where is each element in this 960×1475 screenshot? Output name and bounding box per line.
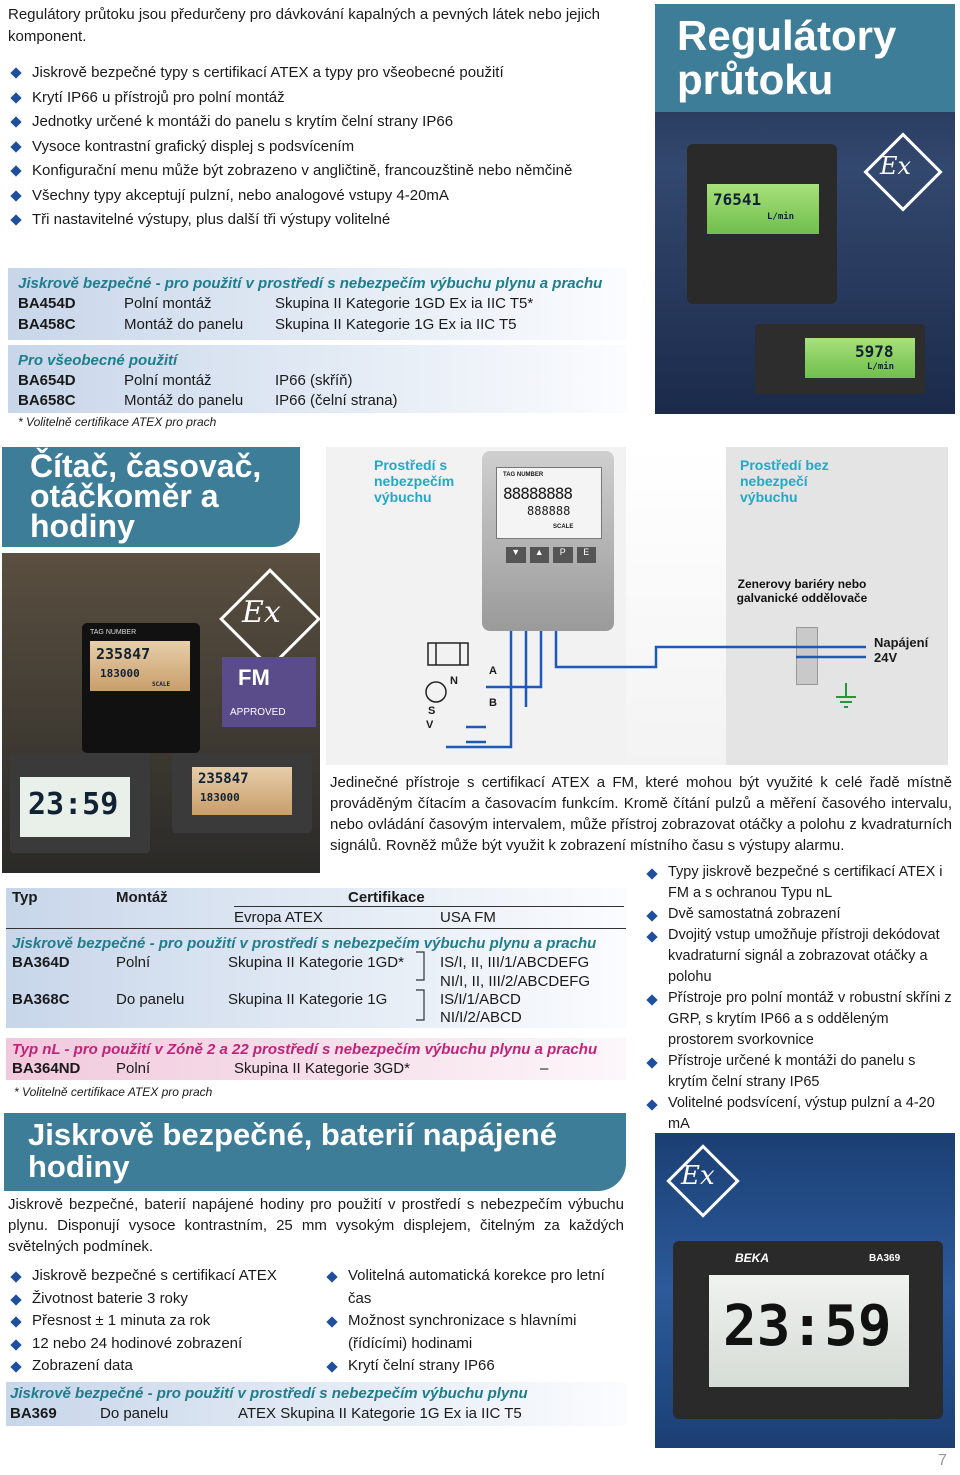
field-counter-body: [82, 623, 200, 753]
counter-bullet-list: [644, 862, 956, 1135]
list-item: Jiskrově bezpečné s certifikací ATEX: [8, 1265, 308, 1288]
up-key[interactable]: ▲: [530, 547, 550, 563]
clock-title-banner: [4, 1113, 626, 1191]
certification: Skupina II Kategorie 1G Ex ia IIC T5: [275, 316, 517, 333]
panel-meter-body: [755, 324, 925, 394]
clock-is-heading: Jiskrově bezpečné - pro použití v prostředí s nebezpečím výbuchu plynu: [10, 1385, 528, 1402]
counter-photo: [2, 553, 320, 873]
mount-type: Polní: [116, 1060, 151, 1077]
usa-cert: IS/I, II, III/1/ABCDEFG: [440, 954, 590, 971]
wire: [466, 727, 486, 742]
tag-label: TAG NUMBER: [503, 472, 544, 478]
mount-type: Polní montáž: [124, 372, 212, 389]
lcd-value: 76541: [713, 190, 762, 209]
list-item: Zobrazení data: [8, 1355, 308, 1378]
clock-device-body: [673, 1241, 943, 1419]
down-key[interactable]: ▼: [506, 547, 526, 563]
sensor-label-s: S: [428, 705, 436, 717]
bracket-icon: [416, 950, 428, 1026]
list-item: Typy jiskrově bezpečné s certifikací ATEX i FM a s ochranou Typu nL: [644, 862, 956, 904]
e-key[interactable]: E: [577, 547, 597, 563]
certification: IP66 (skříň): [275, 372, 353, 389]
input-label-b: B: [489, 697, 497, 709]
counter-lcd: [192, 767, 292, 815]
counter-lcd: [90, 641, 190, 691]
list-item: Přístroje určené k montáži do panelu s krytím čelní strany IP65: [644, 1051, 956, 1093]
lcd-unit: L/min: [867, 362, 895, 372]
panel-clock-body: [10, 753, 150, 853]
flow-meter-photo: [655, 4, 955, 414]
fm-logo: [222, 657, 316, 727]
page-number: 7: [938, 1452, 947, 1469]
flowmeter-icon: [428, 643, 468, 665]
ground-icon: [836, 683, 856, 707]
type-code: BA458C: [18, 316, 76, 333]
counter-table: [6, 888, 626, 1028]
usa-cert: –: [540, 1060, 549, 1077]
p-key[interactable]: P: [553, 547, 573, 563]
flow-lcd: [805, 338, 915, 378]
clock-bullet-list-right: [324, 1265, 614, 1378]
list-item: Vysoce kontrastní grafický displej s podsvícením: [8, 135, 588, 160]
lcd-value: 23:59: [28, 787, 119, 822]
counter-title: Čítač, časovač, otáčkoměr a hodiny: [30, 448, 262, 544]
lcd-value: 235847: [198, 771, 249, 787]
list-item: 12 nebo 24 hodinové zobrazení: [8, 1333, 308, 1356]
europe-cert: Skupina II Kategorie 1GD*: [228, 954, 404, 971]
list-item: Dvě samostatná zobrazení: [644, 904, 956, 925]
lcd-value: 183000: [100, 667, 140, 680]
tag-label: TAG NUMBER: [90, 629, 137, 636]
mount-type: Polní: [116, 954, 151, 971]
usa-cert: IS/I/1/ABCD: [440, 991, 521, 1008]
model-label: BA369: [869, 1253, 901, 1264]
certification: Skupina II Kategorie 1GD Ex ia IIC T5*: [275, 295, 534, 312]
sensor-label-n: N: [450, 675, 458, 687]
list-item: Životnost baterie 3 roky: [8, 1288, 308, 1311]
list-item: Přístroje pro polní montáž v robustní skříni z GRP, s krytím IP66 a s odděleným prostorem svorkovnice: [644, 988, 956, 1051]
counter-title-banner: [2, 447, 300, 547]
flow-general-heading: Pro všeobecné použití: [18, 352, 178, 369]
counter-description: Jedinečné přístroje s certifikací ATEX a FM, které mohou být využité k celé řadě místně prováděným čítacím a časovacím funkcím. Kromě čítání pulzů a měření časového intervalu, nebo ovládání časovým intervalem, může přístroj zobrazovat otáčky a polohu z kvadraturních signálů. Rovněž může být využit k zobrazení místního času s výstupy alarmu.: [330, 774, 952, 854]
clock-lcd: [20, 777, 130, 837]
col-header-europe: Evropa ATEX: [234, 909, 323, 926]
ex-icon-label: Ex: [681, 1161, 715, 1191]
list-item: Krytí IP66 u přístrojů pro polní montáž: [8, 86, 588, 111]
flow-footnote: * Volitelně certifikace ATEX pro prach: [18, 415, 217, 429]
europe-cert: Skupina II Kategorie 1G: [228, 991, 388, 1008]
mount-type: Montáž do panelu: [124, 392, 244, 409]
lcd-value: 183000: [200, 791, 240, 804]
scale-label: SCALE: [152, 681, 171, 688]
flow-is-table: [8, 268, 626, 340]
connection-diagram: [326, 447, 948, 765]
flow-lcd: [707, 184, 819, 234]
clock-bullet-list-left: [8, 1265, 308, 1378]
nl-heading: Typ nL - pro použití v Zóně 2 a 22 prostředí s nebezpečím výbuchu plynu a prachu: [12, 1041, 598, 1058]
barrier-label: Zenerovy bariéry nebo galvanické oddělovače: [736, 577, 868, 605]
flow-bullet-list: [8, 61, 588, 233]
proximity-sensor-icon: [426, 682, 446, 702]
lcd-unit: L/min: [767, 212, 795, 222]
lcd-value: 5978: [855, 342, 894, 361]
fm-logo-text: FM: [238, 665, 270, 690]
col-header-cert: Certifikace: [348, 889, 425, 906]
mount-type: Do panelu: [116, 991, 185, 1008]
flow-title: Regulátory průtoku: [677, 12, 897, 103]
clock-table: [6, 1382, 626, 1426]
type-code: BA364ND: [12, 1060, 81, 1077]
list-item: Konfigurační menu může být zobrazeno v angličtině, francouzštině nebo němčině: [8, 159, 588, 184]
wire: [486, 631, 866, 707]
list-item: Možnost synchronizace s hlavními (řídícími) hodinami: [324, 1310, 614, 1355]
ex-icon-label: Ex: [880, 152, 912, 180]
type-code: BA454D: [18, 295, 76, 312]
type-code: BA658C: [18, 392, 76, 409]
list-item: Jednotky určené k montáži do panelu s krytím čelní strany IP66: [8, 110, 588, 135]
flow-general-table: [8, 345, 626, 413]
list-item: Všechny typy akceptují pulzní, nebo analogové vstupy 4-20mA: [8, 184, 588, 209]
type-code: BA368C: [12, 991, 70, 1008]
usa-cert: NI/I, II, III/2/ABCDEFG: [440, 973, 591, 990]
col-header-mount: Montáž: [116, 889, 168, 906]
panel-counter-body: [172, 753, 312, 833]
supply-label: Napájení 24V: [874, 635, 929, 665]
hazard-zone-label: Prostředí s nebezpečím výbuchu: [374, 457, 455, 505]
display-digits-scale: 888888: [527, 504, 571, 518]
field-meter-body: [687, 144, 837, 304]
lcd-value: 235847: [96, 645, 151, 663]
list-item: Tři nastavitelné výstupy, plus další tři výstupy volitelné: [8, 208, 588, 233]
ex-icon-label: Ex: [242, 595, 281, 630]
type-code: BA369: [10, 1405, 57, 1422]
certification: ATEX Skupina II Kategorie 1G Ex ia IIC T5: [238, 1405, 522, 1422]
list-item: Volitelná automatická korekce pro letní čas: [324, 1265, 614, 1310]
header-divider: [6, 928, 626, 929]
list-item: Krytí čelní strany IP66: [324, 1355, 614, 1378]
input-label-a: A: [489, 665, 497, 677]
type-code: BA654D: [18, 372, 76, 389]
list-item: Volitelné podsvícení, výstup pulzní a 4-20 mA: [644, 1093, 956, 1135]
fm-approved-text: APPROVED: [230, 707, 286, 718]
mount-type: Montáž do panelu: [124, 316, 244, 333]
list-item: Přesnost ± 1 minuta za rok: [8, 1310, 308, 1333]
safe-zone-label: Prostředí bez nebezpečí výbuchu: [740, 457, 829, 505]
counter-footnote: * Volitelně certifikace ATEX pro prach: [14, 1085, 213, 1099]
list-item: Jiskrově bezpečné typy s certifikací ATEX a typy pro všeobecné použití: [8, 61, 588, 86]
type-code: BA364D: [12, 954, 70, 971]
lcd-time: 23:59: [723, 1294, 892, 1359]
europe-cert: Skupina II Kategorie 3GD*: [234, 1060, 410, 1077]
col-header-type: Typ: [12, 889, 38, 906]
certification: IP66 (čelní strana): [275, 392, 398, 409]
flow-title-banner: [655, 4, 955, 112]
scale-label: SCALE: [553, 524, 574, 530]
display-digits-main: 88888888: [503, 484, 573, 503]
clock-lcd: [709, 1275, 909, 1387]
mount-type: Do panelu: [100, 1405, 169, 1422]
counter-is-heading: Jiskrově bezpečné - pro použití v prostředí s nebezpečím výbuchu plynu a prachu: [12, 935, 597, 952]
flow-is-heading: Jiskrově bezpečné - pro použití v prostředí s nebezpečím výbuchu plynu a prachu: [18, 275, 603, 292]
clock-description: Jiskrově bezpečné, baterií napájené hodiny pro použití v prostředí s nebezpečím výbuchu plynu. Disponují vysoce kontrastním, 25 mm vysokým displejem, čitelným za každých světelných podmínek.: [8, 1196, 624, 1255]
clock-title: Jiskrově bezpečné, baterií napájené hodiny: [28, 1117, 557, 1184]
counter-nl-table: [6, 1038, 626, 1080]
cert-divider: [234, 906, 624, 907]
list-item: Dvojitý vstup umožňuje přístroji dekódovat kvadraturní signál a zobrazovat otáčky a polohu: [644, 925, 956, 988]
intro-text: Regulátory průtoku jsou předurčeny pro dávkování kapalných a pevných látek nebo jejich komponent.: [8, 6, 601, 45]
brand-label: BEKA: [735, 1251, 770, 1265]
col-header-usa: USA FM: [440, 909, 496, 926]
mount-type: Polní montáž: [124, 295, 212, 312]
voltage-pulse-label: V: [426, 719, 434, 731]
clock-photo: [655, 1133, 955, 1448]
wire: [446, 631, 511, 747]
wiring-svg: [326, 447, 948, 765]
usa-cert: NI/I/2/ABCD: [440, 1009, 522, 1026]
